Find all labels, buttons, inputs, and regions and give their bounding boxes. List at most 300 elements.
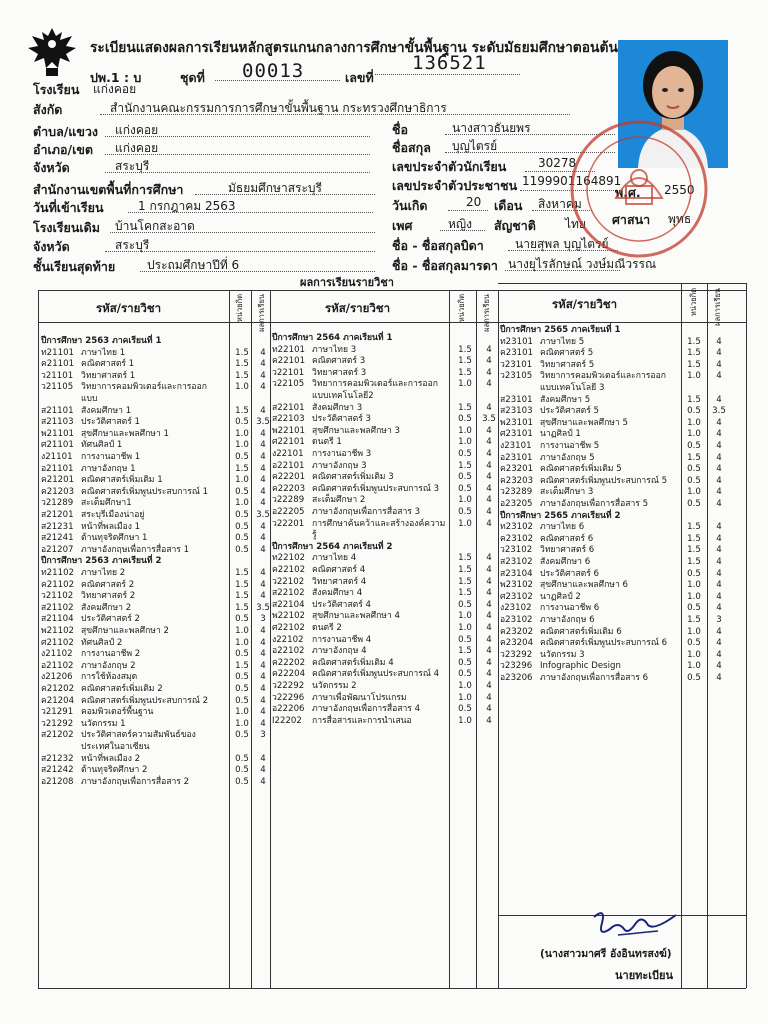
- subject-credits: 1.0: [235, 475, 249, 486]
- subject-grade: 4: [260, 463, 266, 474]
- subject-code: ท22102: [272, 553, 306, 564]
- semester-label: ปีการศึกษา 2565 ภาคเรียนที่ 1: [500, 325, 621, 335]
- subject-grade: 4: [260, 718, 266, 729]
- subject-credits: 0.5: [235, 533, 249, 544]
- subject-grade: 4: [260, 707, 266, 718]
- religion-label: ศาสนา: [612, 212, 651, 227]
- subject-name: คณิตศาสตร์ 6: [540, 533, 594, 544]
- subject-credits: 1.0: [687, 649, 701, 660]
- subject-credits: 0.5: [235, 452, 249, 462]
- subject-code: ค22203: [272, 483, 306, 494]
- subject-name: การงานอาชีพ 2: [81, 649, 141, 660]
- subject-name: สังคมศึกษา 6: [540, 557, 591, 567]
- subject-name: ประวัติศาสตร์ 1: [81, 417, 141, 428]
- subject-grade: 4: [260, 382, 266, 393]
- subject-code: ศ22101: [272, 437, 305, 448]
- subject-grade: 4: [486, 367, 492, 378]
- subject-credits: 1.5: [687, 615, 701, 625]
- subject-code: อ23206: [500, 673, 533, 683]
- subject-credits: 0.5: [458, 599, 472, 610]
- subject-code: ว22296: [272, 692, 305, 703]
- subject-name: ภาษาอังกฤษ 2: [81, 660, 136, 671]
- subject-code: ส23101: [500, 394, 533, 405]
- subject-name: ประวัติศาสตร์ความสัมพันธ์ของ: [81, 730, 196, 741]
- subject-name: สะเต็มศึกษา 3: [540, 487, 594, 498]
- subject-code: ศ21101: [41, 440, 74, 451]
- subject-grade: 4: [260, 370, 266, 381]
- subject-code: ว22201: [272, 518, 305, 529]
- sex-label: เพศ: [392, 218, 413, 233]
- subject-name: สะเต็มศึกษา1: [81, 498, 132, 509]
- subject-grade: 4: [716, 522, 722, 533]
- subject-code: ว21102: [41, 591, 74, 602]
- subject-grade: 4: [716, 649, 722, 660]
- subject-grade: 4: [716, 371, 722, 382]
- subject-grade: 4: [486, 472, 492, 483]
- subject-name: ภาษาอังกฤษ 4: [312, 646, 367, 657]
- name-value: นางสาวธันยพร: [452, 121, 531, 135]
- subject-name: วิทยาการคอมพิวเตอร์และการออก: [540, 371, 666, 382]
- subject-grade: 4: [716, 348, 722, 359]
- subject-grade: 4: [716, 638, 722, 649]
- subject-name: ประวัติศาสตร์ 2: [81, 614, 141, 625]
- subject-name: วิทยาศาสตร์ 5: [540, 359, 595, 370]
- subject-credits: 0.5: [458, 634, 472, 645]
- subject-grade: 4: [486, 344, 492, 355]
- subject-credits: 1.0: [687, 591, 701, 602]
- subject-name: คณิตศาสตร์เพิ่มเติม 3: [312, 472, 394, 483]
- subject-name: นวัตกรรม 1: [81, 718, 126, 729]
- subject-code: ว23105: [500, 371, 533, 382]
- subject-code: ว23101: [500, 359, 533, 370]
- subject-code: ว22289: [272, 495, 305, 506]
- subject-code: ค21101: [41, 359, 75, 370]
- subject-credits: 0.5: [235, 730, 249, 741]
- col1-subject-header: รหัส/รายวิชา: [96, 301, 162, 315]
- subject-code: ท21102: [41, 568, 75, 578]
- birth-month-label: เดือน: [494, 198, 523, 213]
- col3-grade-header: ผลการเรียน: [713, 288, 722, 326]
- subject-credits: 1.0: [687, 429, 701, 440]
- subject-credits: 1.5: [687, 336, 701, 347]
- subject-code: ส21242: [41, 765, 74, 776]
- subject-code: อ22101: [272, 460, 305, 471]
- subject-name: หน้าที่พลเมือง 2: [81, 753, 141, 764]
- subject-grade: 4: [260, 753, 266, 764]
- subject-name: สะเต็มศึกษา 2: [312, 495, 366, 506]
- subject-code: ส21232: [41, 753, 74, 764]
- set-label: ชุดที่: [180, 70, 205, 85]
- subject-code: พ22102: [272, 611, 306, 622]
- subject-credits: 1.5: [458, 402, 472, 413]
- subject-code: ว21291: [41, 707, 74, 718]
- subject-code: ค22102: [272, 565, 306, 575]
- subject-grade: 4: [486, 692, 492, 703]
- school-label: โรงเรียน: [33, 82, 80, 97]
- subject-credits: 1.5: [458, 646, 472, 657]
- subject-grade: 3.5: [256, 602, 270, 613]
- subject-grade: 3.5: [712, 406, 726, 417]
- previous-province-value: สระบุรี: [115, 238, 150, 252]
- subject-name: คณิตศาสตร์เพิ่มเติม 5: [540, 464, 622, 475]
- subject-name: คอมพิวเตอร์พื้นฐาน: [81, 707, 154, 718]
- subject-code: ค23101: [500, 348, 534, 359]
- district-value: แก่งคอย: [115, 141, 159, 155]
- subject-grade: 4: [716, 568, 722, 579]
- subject-name: วิทยาการคอมพิวเตอร์และการออก: [81, 382, 207, 393]
- subject-grade: 4: [716, 533, 722, 544]
- district-label: อำเภอ/เขต: [33, 142, 94, 157]
- subject-code: อ21101: [41, 463, 74, 474]
- subject-grade: 4: [486, 518, 492, 529]
- subject-grade: 4: [260, 498, 266, 509]
- subject-credits: 1.5: [458, 565, 472, 575]
- birth-day: 20: [466, 195, 482, 209]
- subject-name: แบบ: [81, 394, 98, 404]
- col1-credits-header: หน่วยกิต: [235, 294, 244, 323]
- subject-name: คณิตศาสตร์เพิ่มพูนประสบการณ์ 2: [81, 695, 209, 706]
- subject-name: ประวัติศาสตร์ 3: [312, 414, 372, 425]
- subject-code: ศ23102: [500, 591, 533, 602]
- col2-credits-header: หน่วยกิต: [457, 294, 466, 323]
- subject-code: อ23205: [500, 499, 533, 509]
- subject-grade: 4: [486, 715, 492, 726]
- subject-name: ภาษาอังกฤษเพื่อการสื่อสาร 3: [312, 507, 421, 517]
- subject-code: ศ23101: [500, 429, 533, 440]
- subject-code: ค23202: [500, 626, 534, 637]
- subject-name: คณิตศาสตร์เพิ่มเติม 4: [312, 657, 394, 668]
- subject-name: คณิตศาสตร์เพิ่มพูนประสบการณ์ 5: [540, 475, 668, 486]
- subject-credits: 0.5: [235, 521, 249, 532]
- subject-credits: 1.0: [458, 611, 472, 622]
- subject-name: รู้: [312, 530, 317, 541]
- subject-code: พ23102: [500, 580, 534, 591]
- subject-name: สุขศึกษาและพลศึกษา 1: [81, 428, 169, 439]
- subject-name: วิทยาการคอมพิวเตอร์และการออก: [312, 379, 438, 390]
- subject-code: ว22105: [272, 379, 305, 390]
- subject-grade: 4: [260, 521, 266, 532]
- subject-name: สุขศึกษาและพลศึกษา 3: [312, 425, 400, 436]
- subject-credits: 0.5: [687, 499, 701, 509]
- subject-code: ส21202: [41, 730, 74, 741]
- last-grade-label: ชั้นเรียนสุดท้าย: [33, 259, 116, 274]
- subject-grade: 4: [260, 591, 266, 602]
- subject-grade: 4: [716, 557, 722, 567]
- subject-code: ง21101: [41, 452, 73, 462]
- previous-province-label: จังหวัด: [33, 239, 70, 254]
- subject-name: คณิตศาสตร์เพิ่มเติม 1: [81, 475, 163, 486]
- subject-code: I22202: [272, 715, 302, 726]
- subject-code: ส22102: [272, 588, 305, 599]
- subject-credits: 0.5: [687, 441, 701, 451]
- subject-code: ว23296: [500, 661, 533, 672]
- subject-credits: 1.0: [458, 681, 472, 691]
- subject-code: ว22101: [272, 367, 305, 378]
- subject-code: อ21207: [41, 544, 74, 555]
- subject-credits: 1.0: [235, 428, 249, 439]
- subject-grade: 4: [260, 486, 266, 497]
- subject-credits: 0.5: [458, 704, 472, 715]
- entry-date-value: 1 กรกฎาคม 2563: [138, 199, 236, 213]
- subject-name: วิทยาศาสตร์ 6: [540, 545, 595, 556]
- subject-credits: 0.5: [235, 486, 249, 497]
- subject-grade: 4: [486, 425, 492, 436]
- subject-credits: 1.0: [235, 498, 249, 509]
- col3-subject-header: รหัส/รายวิชา: [552, 297, 618, 311]
- birth-month: สิงหาคม: [538, 197, 582, 211]
- subject-grade: 4: [260, 568, 266, 578]
- subject-grade: 4: [486, 669, 492, 680]
- subject-code: ค22202: [272, 657, 306, 668]
- subject-credits: 0.5: [458, 472, 472, 483]
- mother-label: ชื่อ - ชื่อสกุลมารดา: [392, 258, 498, 273]
- subject-name: การสื่อสารและการนำเสนอ: [312, 715, 412, 726]
- subject-credits: 1.0: [458, 692, 472, 703]
- subject-name: คณิตศาสตร์ 5: [540, 348, 594, 359]
- subject-code: อ21208: [41, 776, 74, 787]
- subject-grade: 4: [260, 626, 266, 636]
- subject-grade: 3.5: [482, 414, 496, 425]
- subject-credits: 1.0: [235, 440, 249, 451]
- nationality-value: ไทย: [565, 217, 586, 231]
- subject-grade: 4: [486, 588, 492, 599]
- subject-credits: 1.5: [235, 405, 249, 416]
- subject-grade: 4: [486, 507, 492, 517]
- subject-name: แบบเทคโนโลยี2: [312, 391, 374, 401]
- subject-credits: 1.5: [458, 344, 472, 355]
- subject-credits: 0.5: [235, 510, 249, 520]
- subject-credits: 0.5: [235, 765, 249, 776]
- subject-credits: 0.5: [235, 695, 249, 706]
- subject-grade: 4: [716, 475, 722, 486]
- subject-credits: 1.5: [458, 553, 472, 564]
- subject-credits: 0.5: [235, 649, 249, 660]
- subject-credits: 1.5: [687, 452, 701, 463]
- subject-grade: 4: [486, 657, 492, 668]
- subject-credits: 1.0: [687, 417, 701, 428]
- col1-grade-header: ผลการเรียน: [257, 294, 266, 332]
- subject-grade: 4: [716, 429, 722, 440]
- subject-name: การงานอาชีพ 5: [540, 441, 600, 451]
- subject-name: ทัศนศิลป์ 1: [81, 440, 123, 451]
- subject-name: ประวัติศาสตร์ 6: [540, 568, 600, 579]
- subject-grade: 4: [716, 464, 722, 475]
- subject-name: ภาษาอังกฤษ 5: [540, 452, 595, 463]
- registrar-signature: [588, 905, 680, 945]
- subject-code: ว21101: [41, 370, 74, 381]
- subject-grade: 4: [716, 417, 722, 428]
- subject-name: นาฏศิลป์ 1: [540, 429, 581, 440]
- subject-name: สังคมศึกษา 5: [540, 394, 591, 405]
- subject-grade: 4: [716, 545, 722, 556]
- subject-grade: 4: [486, 611, 492, 622]
- subject-code: ท22101: [272, 344, 306, 355]
- subject-name: สุขศึกษาและพลศึกษา 6: [540, 580, 628, 591]
- subject-credits: 0.5: [235, 544, 249, 555]
- semester-label: ปีการศึกษา 2564 ภาคเรียนที่ 2: [272, 541, 393, 552]
- semester-label: ปีการศึกษา 2563 ภาคเรียนที่ 2: [41, 556, 162, 567]
- subject-name: นาฏศิลป์ 2: [540, 591, 581, 602]
- birth-year-label: พ.ศ.: [615, 185, 641, 200]
- subject-credits: 0.5: [687, 568, 701, 579]
- subject-code: ส23103: [500, 406, 533, 417]
- subject-name: ต้านทุจริตศึกษา 2: [81, 765, 148, 776]
- subject-credits: 1.0: [458, 715, 472, 726]
- subject-grade: 4: [486, 634, 492, 645]
- subject-credits: 1.0: [687, 580, 701, 591]
- subject-grade: 4: [260, 579, 266, 590]
- subject-grade: 4: [260, 428, 266, 439]
- father-value: นายสุพล บุญไตรย์: [515, 237, 609, 251]
- subject-code: ส21103: [41, 417, 74, 428]
- subject-credits: 1.5: [687, 359, 701, 370]
- subject-grade: 4: [260, 660, 266, 671]
- semester-header: [272, 333, 393, 345]
- subject-credits: 0.5: [687, 638, 701, 649]
- school-seal-stamp: [568, 118, 710, 260]
- subject-credits: 0.5: [458, 657, 472, 668]
- subject-grade: 4: [486, 565, 492, 575]
- subject-code: ค23102: [500, 533, 534, 544]
- subject-name: ประเทศในอาเซียน: [81, 742, 150, 752]
- subject-name: Infographic Design: [540, 661, 621, 672]
- subject-name: การงานอาชีพ 4: [312, 634, 372, 645]
- subject-code: ส21231: [41, 521, 74, 532]
- subject-credits: 1.5: [687, 522, 701, 533]
- religion-value: พุทธ: [668, 212, 692, 226]
- affiliation-value: สำนักงานคณะกรรมการการศึกษาขั้นพื้นฐาน กระทรวงศึกษาธิการ: [110, 101, 447, 115]
- subject-grade: 4: [486, 483, 492, 494]
- school-value: แก่งคอย: [93, 82, 137, 96]
- subject-name: แบบเทคโนโลยี 3: [540, 383, 605, 393]
- subject-code: ค22204: [272, 669, 306, 680]
- subject-credits: 1.5: [687, 394, 701, 405]
- subject-credits: 0.5: [235, 684, 249, 694]
- subject-credits: 1.0: [235, 707, 249, 718]
- birth-label: วันเกิด: [392, 198, 428, 213]
- subject-name: การงานอาชีพ 1: [81, 452, 141, 462]
- subject-name: ภาษาไทย 3: [312, 344, 357, 355]
- citizen-id-label: เลขประจำตัวประชาชน: [392, 178, 518, 193]
- subject-name: วิทยาศาสตร์ 3: [312, 367, 367, 378]
- subject-grade: 4: [716, 591, 722, 602]
- affiliation-label: สังกัด: [33, 102, 63, 117]
- subject-name: การงานอาชีพ 3: [312, 449, 372, 459]
- subject-credits: 1.5: [235, 602, 249, 613]
- subject-code: ศ21102: [41, 637, 74, 648]
- father-label: ชื่อ - ชื่อสกุลบิดา: [392, 238, 484, 253]
- subject-credits: 1.5: [235, 660, 249, 671]
- subject-grade: 3: [260, 730, 266, 741]
- subdistrict-value: แก่งคอย: [115, 123, 159, 137]
- subject-grade: 4: [716, 673, 722, 683]
- subject-name: คณิตศาสตร์เพิ่มเติม 6: [540, 626, 622, 637]
- subject-credits: 0.5: [235, 776, 249, 787]
- subject-credits: 1.5: [458, 356, 472, 367]
- subject-credits: 1.0: [458, 379, 472, 390]
- semester-header: [41, 336, 162, 348]
- birth-year: 2550: [664, 183, 695, 197]
- subject-name: ภาษาอังกฤษเพื่อการสื่อสาร 4: [312, 704, 421, 715]
- subject-name: การใช้ห้องสมุด: [81, 672, 138, 683]
- col2-grade-header: ผลการเรียน: [482, 294, 491, 332]
- subject-name: วิทยาศาสตร์ 1: [81, 370, 136, 381]
- subject-credits: 0.5: [235, 614, 249, 625]
- subject-grade: 4: [260, 695, 266, 706]
- subject-code: ส21104: [41, 614, 74, 625]
- subject-grade: 4: [260, 452, 266, 462]
- subject-credits: 1.0: [235, 626, 249, 636]
- subject-name: ทัศนศิลป์ 2: [81, 637, 123, 648]
- subject-credits: 0.5: [458, 507, 472, 517]
- semester-header: [41, 556, 162, 568]
- subject-credits: 1.0: [235, 637, 249, 648]
- subject-grade: 4: [260, 405, 266, 416]
- subject-grade: 4: [486, 704, 492, 715]
- previous-school-label: โรงเรียนเดิม: [33, 220, 101, 235]
- subject-code: ส21102: [41, 602, 74, 613]
- province-label: จังหวัด: [33, 160, 70, 175]
- citizen-id-value: 1199901164891: [522, 174, 622, 188]
- subject-code: ค21203: [41, 486, 75, 497]
- subject-code: พ21102: [41, 626, 75, 636]
- subject-code: ว23289: [500, 487, 533, 498]
- subject-credits: 1.5: [235, 347, 249, 358]
- mother-value: นางยุไรลักษณ์ วงษ์มณีวรรณ: [508, 257, 657, 271]
- subject-name: สังคมศึกษา 1: [81, 405, 132, 416]
- subject-credits: 1.0: [235, 382, 249, 393]
- subject-name: การงานอาชีพ 6: [540, 603, 600, 614]
- area-office-value: มัธยมศึกษาสระบุรี: [228, 181, 322, 195]
- subject-name: ภาษาอังกฤษเพื่อการสื่อสาร 1: [81, 544, 190, 555]
- subject-grade: 4: [260, 684, 266, 694]
- subject-grade: 4: [716, 359, 722, 370]
- subject-credits: 0.5: [235, 753, 249, 764]
- subject-name: คณิตศาสตร์เพิ่มเติม 2: [81, 684, 163, 694]
- subject-name: ภาษาไทย 4: [312, 553, 357, 564]
- subject-credits: 0.5: [458, 483, 472, 494]
- subject-code: อ22206: [272, 704, 305, 715]
- subject-grade: 4: [716, 336, 722, 347]
- subject-grade: 4: [260, 672, 266, 683]
- subject-credits: 0.5: [458, 449, 472, 459]
- subject-name: ภาษาเพื่อพัฒนาโปรแกรม: [312, 692, 407, 703]
- subject-code: ส23104: [500, 568, 533, 579]
- semester-label: ปีการศึกษา 2565 ภาคเรียนที่ 2: [500, 510, 621, 521]
- subdistrict-label: ตำบล/แขวง: [33, 124, 99, 139]
- subject-credits: 1.5: [687, 533, 701, 544]
- subject-credits: 0.5: [458, 414, 472, 425]
- subject-grade: 4: [716, 603, 722, 614]
- subject-name: คณิตศาสตร์เพิ่มพูนประสบการณ์ 4: [312, 669, 440, 680]
- subject-credits: 0.5: [687, 464, 701, 475]
- subject-grade: 4: [260, 649, 266, 660]
- document-number: 136521: [412, 52, 487, 74]
- subject-code: ค23204: [500, 638, 534, 649]
- subject-name: สังคมศึกษา 3: [312, 402, 363, 413]
- subject-credits: 1.5: [687, 545, 701, 556]
- subject-code: ศ22102: [272, 623, 305, 633]
- document-title: ระเบียนแสดงผลการเรียนหลักสูตรแกนกลางการศึกษาขั้นพื้นฐาน ระดับมัธยมศึกษาตอนต้น: [90, 40, 618, 56]
- subject-credits: 1.5: [235, 579, 249, 590]
- subject-credits: 0.5: [235, 417, 249, 428]
- subject-grade: 3.5: [256, 510, 270, 520]
- subject-code: ว22292: [272, 681, 305, 691]
- subject-grade: 4: [716, 580, 722, 591]
- subject-grade: 4: [486, 437, 492, 448]
- col2-subject-header: รหัส/รายวิชา: [325, 301, 391, 315]
- subject-grade: 4: [260, 347, 266, 358]
